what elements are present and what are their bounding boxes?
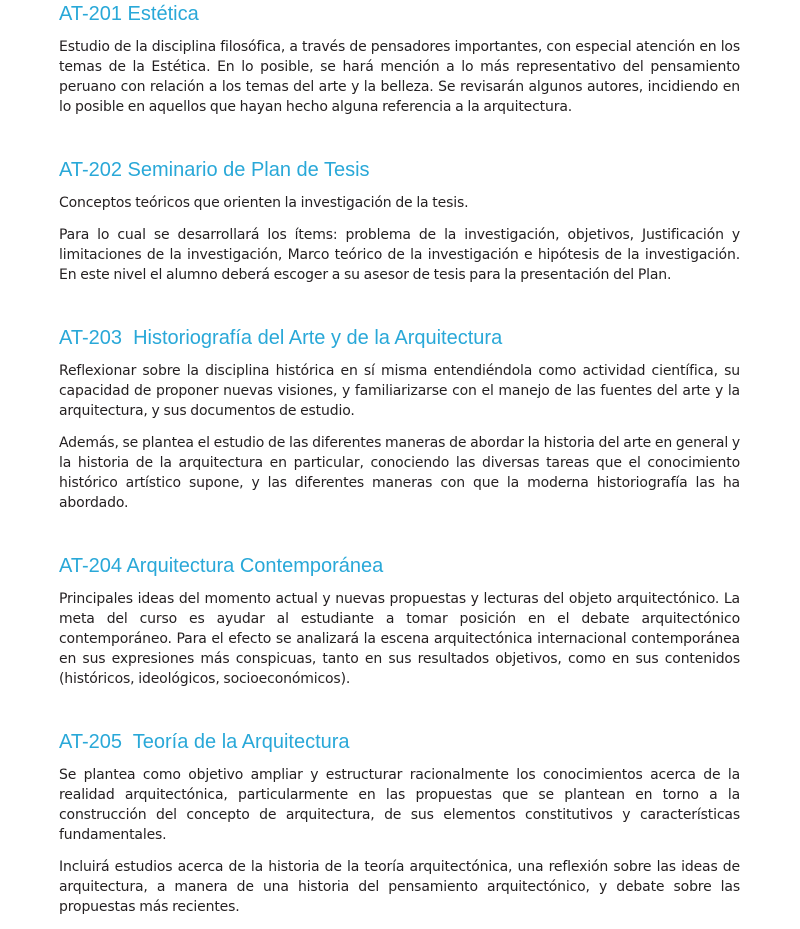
course-at-201 bbox=[59, 2, 740, 117]
course-description: Se plantea como objetivo ampliar y estructurar racionalmente los conocimientos acerca de la realidad arquitectónica, particularmente en las propuestas que se plantean en torno a la construcción del concepto de arquitectura, de sus elementos constitutivos y características fundamentales. bbox=[59, 767, 740, 843]
course-at-203 bbox=[59, 326, 740, 513]
course-title: AT-203 Historiografía del Arte y de la Arquitectura bbox=[59, 327, 503, 349]
course-description: Además, se plantea el estudio de las diferentes maneras de abordar la historia del arte en general y la historia de la arquitectura en particular, conociendo las diversas tareas que el conocimiento histórico artístico supone, y las diferentes maneras con que la moderna historiografía las ha abordado. bbox=[59, 435, 740, 511]
course-at-202 bbox=[59, 158, 740, 285]
course-description: Incluirá estudios acerca de la historia de la teoría arquitectónica, una reflexión sobre las ideas de arquitectura, a manera de una historia del pensamiento arquitectónico, y debate sobre las propuestas más recientes. bbox=[59, 859, 740, 915]
course-description: Reflexionar sobre la disciplina histórica en sí misma entendiéndola como actividad científica, su capacidad de proponer nuevas visiones, y familiarizarse con el manejo de las fuentes del arte y la arquitectura, y sus documentos de estudio. bbox=[59, 363, 740, 419]
course-description: Para lo cual se desarrollará los ítems: problema de la investigación, objetivos, Justificación y limitaciones de la investigación, Marco teórico de la investigación e hipótesis de la investigación. En este nivel el alumno deberá escoger a su asesor de tesis para la presentación del Plan. bbox=[59, 227, 740, 283]
course-title: AT-204 Arquitectura Contemporánea bbox=[59, 555, 384, 577]
course-description: Estudio de la disciplina filosófica, a través de pensadores importantes, con especial atención en los temas de la Estética. En lo posible, se hará mención a lo más representativo del pensamiento peruano con relación a los temas del arte y la belleza. Se revisarán algunos autores, incidiendo en lo posible en aquellos que hayan hecho alguna referencia a la arquitectura. bbox=[59, 39, 740, 115]
course-at-205 bbox=[59, 730, 740, 917]
course-title: AT-201 Estética bbox=[59, 3, 199, 25]
course-description: Conceptos teóricos que orienten la investigación de la tesis. bbox=[59, 195, 469, 211]
document-page bbox=[59, 0, 740, 929]
course-title: AT-205 Teoría de la Arquitectura bbox=[59, 731, 350, 753]
course-title: AT-202 Seminario de Plan de Tesis bbox=[59, 159, 370, 181]
course-at-204 bbox=[59, 554, 740, 689]
course-description: Principales ideas del momento actual y nuevas propuestas y lecturas del objeto arquitectónico. La meta del curso es ayudar al estudiante a tomar posición en el debate arquitectónico contemporáneo. Para el efecto se analizará la escena arquitectónica internacional contemporánea en sus expresiones más conspicuas, tanto en sus resultados objetivos, como en sus contenidos (históricos, ideológicos, socioeconómicos). bbox=[59, 591, 740, 687]
